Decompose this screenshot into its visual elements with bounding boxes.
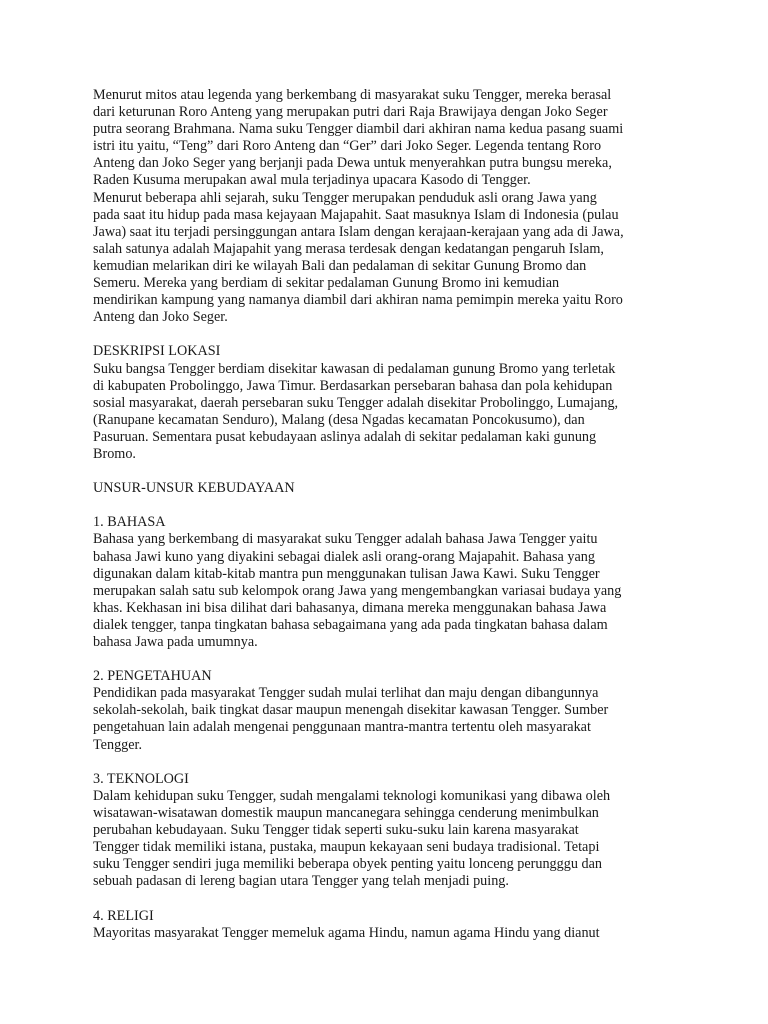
text-line: dari keturunan Roro Anteng yang merupakan putri dari Raja Brawijaya dengan Joko Seger bbox=[93, 104, 608, 121]
text-line: di kabupaten Probolinggo, Jawa Timur. Berdasarkan persebaran bahasa dan pola kehidupan bbox=[93, 377, 613, 394]
text-line: wisatawan-wisatawan domestik maupun mancanegara sehingga cenderung menimbulkan bbox=[93, 804, 599, 821]
text-line: kemudian melarikan diri ke wilayah Bali dan pedalaman di sekitar Gunung Bromo dan bbox=[93, 257, 587, 274]
text-line: Pendidikan pada masyarakat Tengger sudah mulai terlihat dan maju dengan dibangunnya bbox=[93, 685, 599, 702]
text-line: bahasa Jawi kuno yang diyakini sebagai dialek asli orang-orang Majapahit. Bahasa yang bbox=[93, 548, 595, 565]
text-line: merupakan salah satu sub kelompok orang Jawa yang mengembangkan variasai budaya yang bbox=[93, 582, 622, 599]
text-line: bahasa Jawa pada umumnya. bbox=[93, 634, 258, 650]
text-line: Semeru. Mereka yang berdiam di sekitar pedalaman Gunung Bromo ini kemudian bbox=[93, 275, 560, 292]
text-line: Tengger tidak memiliki istana, pustaka, maupun kekayaan seni budaya tradisional. Tetapi bbox=[93, 839, 600, 856]
text-line: Mayoritas masyarakat Tengger memeluk agama Hindu, namun agama Hindu yang dianut bbox=[93, 924, 600, 941]
text-line: Tengger. bbox=[93, 736, 143, 753]
text-line: putra seorang Brahmana. Nama suku Tengger diambil dari akhiran nama kedua pasang suami bbox=[93, 121, 624, 138]
text-line: pada saat itu hidup pada masa kejayaan Majapahit. Saat masuknya Islam di Indonesia (pulau bbox=[93, 206, 619, 223]
religi-paragraph bbox=[93, 925, 693, 942]
text-line: dialek tengger, tanpa tingkatan bahasa sebagaimana yang ada pada tingkatan bahasa dalam bbox=[93, 616, 608, 633]
text-line: digunakan dalam kitab-kitab mantra pun menggunakan tulisan Jawa Kawi. Suku Tengger bbox=[93, 565, 600, 582]
text-line: Suku bangsa Tengger berdiam disekitar kawasan di pedalaman gunung Bromo yang terletak bbox=[93, 360, 616, 377]
section-heading-lokasi: DESKRIPSI LOKASI bbox=[93, 343, 221, 360]
paragraph-spacer bbox=[93, 463, 693, 480]
text-line: Pasuruan. Sementara pusat kebudayaan aslinya adalah di sekitar pedalaman kaki gunung bbox=[93, 428, 597, 445]
text-line: Jawa) saat itu terjadi persinggungan antara Islam dengan kerajaan-kerajaan yang ada di Jawa, bbox=[93, 223, 624, 240]
bahasa-paragraph bbox=[93, 531, 693, 651]
intro-paragraph bbox=[93, 87, 693, 326]
lokasi-paragraph bbox=[93, 361, 693, 464]
text-line: Anteng dan Joko Seger. bbox=[93, 309, 228, 326]
section-heading-bahasa: 1. BAHASA bbox=[93, 514, 166, 531]
section-heading-religi: 4. RELIGI bbox=[93, 907, 154, 924]
text-line: (Ranupane kecamatan Senduro), Malang (desa Ngadas kecamatan Poncokusumo), dan bbox=[93, 411, 585, 428]
text-line: Menurut mitos atau legenda yang berkembang di masyarakat suku Tengger, mereka berasal bbox=[93, 87, 612, 103]
text-line: Bromo. bbox=[93, 445, 136, 462]
text-line: Dalam kehidupan suku Tengger, sudah mengalami teknologi komunikasi yang dibawa oleh bbox=[93, 787, 611, 804]
paragraph-spacer bbox=[93, 651, 693, 668]
paragraph-spacer bbox=[93, 890, 693, 907]
pengetahuan-paragraph bbox=[93, 685, 693, 753]
text-line: khas. Kekhasan ini bisa dilihat dari bahasanya, dimana mereka menggunakan bahasa Jawa bbox=[93, 599, 607, 616]
text-line: mendirikan kampung yang namanya diambil dari akhiran nama pemimpin mereka yaitu Roro bbox=[93, 292, 623, 309]
text-line: perubahan kebudayaan. Suku Tengger tidak seperti suku-suku lain karena masyarakat bbox=[93, 822, 579, 839]
text-line: Bahasa yang berkembang di masyarakat suku Tengger adalah bahasa Jawa Tengger yaitu bbox=[93, 531, 598, 548]
text-line: salah satunya adalah Majapahit yang merasa terdesak dengan kedatangan pengaruh Islam, bbox=[93, 240, 604, 257]
text-line: pengetahuan lain adalah mengenai penggunaan mantra-mantra tertentu oleh masyarakat bbox=[93, 719, 591, 736]
paragraph-spacer bbox=[93, 754, 693, 771]
paragraph-spacer bbox=[93, 497, 693, 514]
text-line: sebuah padasan di lereng bagian utara Tengger yang telah menjadi puing. bbox=[93, 873, 509, 890]
text-line: sekolah-sekolah, baik tingkat dasar maupun menengah disekitar kawasan Tengger. Sumber bbox=[93, 702, 609, 719]
section-heading-teknologi: 3. TEKNOLOGI bbox=[93, 770, 189, 787]
document-page bbox=[93, 87, 693, 942]
section-heading-unsur: UNSUR-UNSUR KEBUDAYAAN bbox=[93, 480, 295, 497]
text-line: suku Tengger sendiri juga memiliki beberapa obyek penting yaitu lonceng perungggu dan bbox=[93, 856, 602, 873]
text-line: istri itu yaitu, “Teng” dari Roro Anteng dan “Ger” dari Joko Seger. Legenda tentang Roro bbox=[93, 138, 602, 155]
teknologi-paragraph bbox=[93, 788, 693, 891]
text-line: Anteng dan Joko Seger yang berjanji pada Dewa untuk menyerahkan putra bungsu mereka, bbox=[93, 155, 612, 172]
text-line: Raden Kusuma merupakan awal mula terjadinya upacara Kasodo di Tengger. bbox=[93, 172, 531, 189]
section-heading-pengetahuan: 2. PENGETAHUAN bbox=[93, 668, 212, 685]
text-line: Menurut beberapa ahli sejarah, suku Tengger merupakan penduduk asli orang Jawa yang bbox=[93, 189, 597, 206]
paragraph-spacer bbox=[93, 326, 693, 343]
text-line: sosial masyarakat, daerah persebaran suku Tengger adalah disekitar Probolinggo, Lumajang, bbox=[93, 394, 619, 411]
